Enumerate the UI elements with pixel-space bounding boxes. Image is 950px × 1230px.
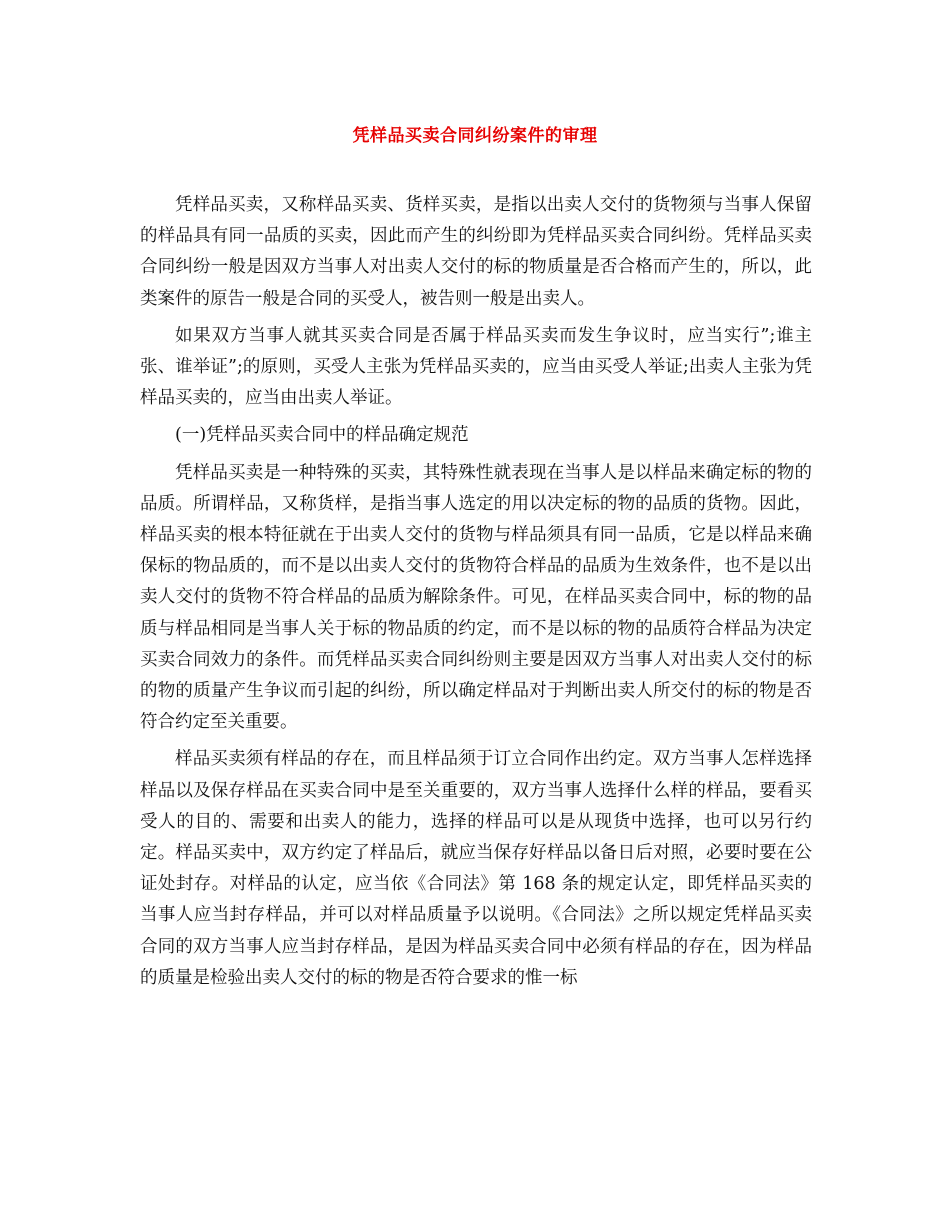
paragraph-1: 凭样品买卖，又称样品买卖、货样买卖，是指以出卖人交付的货物须与当事人保留的样品具有同一品质的买卖，因此而产生的纠纷即为凭样品买卖合同纠纷。凭样品买卖合同纠纷一般是因双方当事人对出卖人交付的标的物质量是否合格而产生的，所以，此类案件的原告一般是合同的买受人，被告则一般是出卖人。 [140,195,812,309]
paragraph-2: 如果双方当事人就其买卖合同是否属于样品买卖而发生争议时，应当实行”;谁主张、谁举证”;的原则，买受人主张为凭样品买卖的，应当由买受人举证;出卖人主张为凭样品买卖的，应当由出卖人举证。 [140,325,812,409]
paragraph-3: 凭样品买卖是一种特殊的买卖，其特殊性就表现在当事人是以样品来确定标的物的品质。所谓样品，又称货样，是指当事人选定的用以决定标的物的品质的货物。因此，样品买卖的根本特征就在于出卖人交付的货物与样品须具有同一品质，它是以样品来确保标的物品质的，而不是以出卖人交付的货物符合样品的品质为生效条件，也不是以出卖人交付的货物不符合样品的品质为解除条件。可见，在样品买卖合同中，标的物的品质与样品相同是当事人关于标的物品质的约定，而不是以标的物的品质符合样品为决定买卖合同效力的条件。而凭样品买卖合同纠纷则主要是因双方当事人对出卖人交付的标的物的质量产生争议而引起的纠纷，所以确定样品对于判断出卖人所交付的标的物是否符合约定至关重要。 [140,462,812,733]
section-heading: (一)凭样品买卖合同中的样品确定规范 [175,425,469,446]
paragraph-4: 样品买卖须有样品的存在，而且样品须于订立合同作出约定。双方当事人怎样选择样品以及保存样品在买卖合同中是至关重要的，双方当事人选择什么样的样品，要看买受人的目的、需要和出卖人的能力，选择的样品可以是从现货中选择，也可以另行约定。样品买卖中，双方约定了样品后，就应当保存好样品以备日后对照，必要时要在公证处封存。对样品的认定，应当依《合同法》第 168 条的规定认定，即凭样品买卖的当事人应当封存样品，并可以对样品质量予以说明。《合同法》之所以规定凭样品买卖合同的双方当事人应当封存样品，是因为样品买卖合同中必须有样品的存在，因为样品的质量是检验出卖人交付的标的物是否符合要求的惟一标 [140,749,812,988]
document-body [140,190,812,1000]
document-title: 凭样品买卖合同纠纷案件的审理 [352,126,598,146]
